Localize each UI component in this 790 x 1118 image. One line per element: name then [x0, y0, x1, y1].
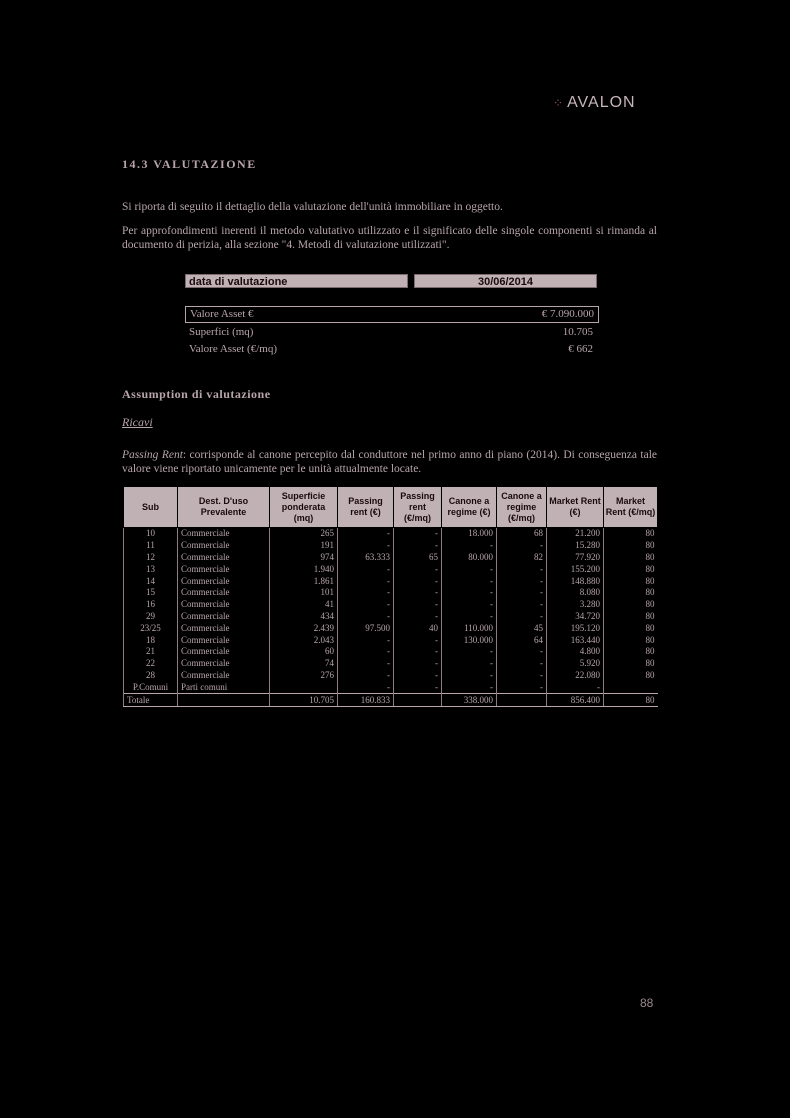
table-cell: 80 [604, 658, 658, 670]
table-cell: 41 [270, 599, 338, 611]
table-cell: 265 [270, 528, 338, 540]
table-cell: 45 [497, 622, 547, 634]
table-cell: - [338, 634, 394, 646]
table-cell: 80.000 [442, 552, 497, 564]
table-cell: 974 [270, 552, 338, 564]
table-cell: - [338, 611, 394, 623]
total-cell [394, 694, 442, 707]
table-row [124, 611, 658, 623]
table-cell: Commerciale [178, 611, 270, 623]
table-row [124, 670, 658, 682]
table-cell: Commerciale [178, 540, 270, 552]
total-cell: 338.000 [442, 694, 497, 707]
table-cell: 80 [604, 646, 658, 658]
table-cell: 80 [604, 552, 658, 564]
table-cell: - [394, 646, 442, 658]
table-cell: - [338, 528, 394, 540]
table-cell: 63.333 [338, 552, 394, 564]
table-cell: Commerciale [178, 634, 270, 646]
intro-paragraph-2: Per approfondimenti inerenti il metodo valutativo utilizzato e il significato delle singole componenti si rimanda al documento di perizia, alla sezione "4. Metodi di valutazione utilizzati". [122, 225, 657, 251]
table-cell: 80 [604, 575, 658, 587]
col-header-market-rent-mq: Market Rent (€/mq) [604, 487, 658, 528]
table-cell: 2.439 [270, 622, 338, 634]
table-cell: 148.880 [547, 575, 604, 587]
total-cell: 10.705 [270, 694, 338, 707]
table-cell: 68 [497, 528, 547, 540]
table-cell: 80 [604, 563, 658, 575]
table-cell: - [338, 563, 394, 575]
table-cell: - [497, 670, 547, 682]
table-cell: Parti comuni [178, 681, 270, 693]
table-cell: 80 [604, 634, 658, 646]
table-cell: - [394, 681, 442, 693]
table-row [124, 528, 658, 540]
table-cell: - [338, 658, 394, 670]
col-header-passing-rent: Passing rent (€) [338, 487, 394, 528]
table-total-row [124, 694, 658, 707]
table-cell: Commerciale [178, 575, 270, 587]
table-cell: - [497, 540, 547, 552]
table-cell: 163.440 [547, 634, 604, 646]
table-cell: 80 [604, 540, 658, 552]
table-cell: - [442, 646, 497, 658]
table-cell: Commerciale [178, 658, 270, 670]
section-title: 14.3 VALUTAZIONE [122, 157, 257, 171]
valuation-date-bar [185, 274, 597, 288]
table-cell: - [497, 658, 547, 670]
table-cell: 80 [604, 611, 658, 623]
table-cell: 101 [270, 587, 338, 599]
ricavi-title: Ricavi [122, 415, 153, 429]
table-cell: 80 [604, 528, 658, 540]
passing-rent-term: Passing Rent [122, 449, 183, 461]
table-cell: Commerciale [178, 528, 270, 540]
table-cell: 11 [124, 540, 178, 552]
table-cell: 22 [124, 658, 178, 670]
table-cell: 80 [604, 622, 658, 634]
table-row [124, 587, 658, 599]
table-cell: 34.720 [547, 611, 604, 623]
table-cell: 110.000 [442, 622, 497, 634]
table-cell: - [442, 670, 497, 682]
table-cell: 80 [604, 599, 658, 611]
table-cell: 155.200 [547, 563, 604, 575]
table-cell: 13 [124, 563, 178, 575]
logo-text: AVALON [567, 94, 636, 111]
table-cell: 22.080 [547, 670, 604, 682]
table-row [124, 681, 658, 693]
total-cell [178, 694, 270, 707]
total-cell: 80 [604, 694, 658, 707]
valuation-row-label: Valore Asset (€/mq) [189, 343, 277, 355]
table-cell: Commerciale [178, 599, 270, 611]
passing-rent-text: : corrisponde al canone percepito dal conduttore nel primo anno di piano (2014). Di conseguenza tale valore viene riportato unicamente per le unità attualmente locate. [122, 449, 657, 475]
table-cell: 12 [124, 552, 178, 564]
table-cell: 40 [394, 622, 442, 634]
table-row [124, 634, 658, 646]
col-header-market-rent: Market Rent (€) [547, 487, 604, 528]
total-cell: 160.833 [338, 694, 394, 707]
table-cell: - [497, 681, 547, 693]
table-cell: - [497, 575, 547, 587]
table-cell: - [394, 658, 442, 670]
table-cell: - [497, 646, 547, 658]
total-cell [497, 694, 547, 707]
table-row [124, 552, 658, 564]
table-cell: 15 [124, 587, 178, 599]
table-cell: 5.920 [547, 658, 604, 670]
table-row [124, 599, 658, 611]
table-cell: - [338, 599, 394, 611]
table-cell: 14 [124, 575, 178, 587]
table-cell: 74 [270, 658, 338, 670]
table-cell: - [442, 681, 497, 693]
table-cell: P.Comuni [124, 681, 178, 693]
table-cell: 2.043 [270, 634, 338, 646]
table-cell: Commerciale [178, 587, 270, 599]
table-cell: 434 [270, 611, 338, 623]
table-cell: - [338, 670, 394, 682]
col-header-canone-mq: Canone a regime (€/mq) [497, 487, 547, 528]
valuation-row [185, 325, 597, 340]
table-cell: Commerciale [178, 552, 270, 564]
table-cell: 65 [394, 552, 442, 564]
valuation-row [185, 342, 597, 357]
table-row [124, 658, 658, 670]
table-cell: - [338, 540, 394, 552]
table-row [124, 563, 658, 575]
table-cell: Commerciale [178, 646, 270, 658]
table-row [124, 646, 658, 658]
col-header-passing-rent-mq: Passing rent (€/mq) [394, 487, 442, 528]
intro-paragraph-1: Si riporta di seguito il dettaglio della valutazione dell'unità immobiliare in oggetto. [122, 201, 503, 213]
avalon-logo [553, 94, 636, 112]
table-cell: Commerciale [178, 670, 270, 682]
table-cell: - [497, 587, 547, 599]
table-cell: - [338, 646, 394, 658]
table-cell: - [394, 540, 442, 552]
table-cell: - [442, 563, 497, 575]
table-cell: 97.500 [338, 622, 394, 634]
table-cell: 130.000 [442, 634, 497, 646]
table-row [124, 540, 658, 552]
table-cell: 29 [124, 611, 178, 623]
table-cell: - [442, 599, 497, 611]
table-cell: 195.120 [547, 622, 604, 634]
rent-table [123, 486, 658, 707]
valuation-row-value: € 7.090.000 [541, 308, 594, 320]
table-cell: - [394, 587, 442, 599]
total-cell: Totale [124, 694, 178, 707]
table-cell: 3.280 [547, 599, 604, 611]
table-cell: - [394, 670, 442, 682]
table-cell: - [394, 528, 442, 540]
table-cell: 191 [270, 540, 338, 552]
col-header-sub: Sub [124, 487, 178, 528]
valuation-date-label: data di valutazione [185, 274, 408, 288]
table-cell [604, 681, 658, 693]
table-row [124, 575, 658, 587]
table-cell: 21 [124, 646, 178, 658]
table-cell [270, 681, 338, 693]
table-cell: 23/25 [124, 622, 178, 634]
table-cell: - [394, 634, 442, 646]
table-cell: 4.800 [547, 646, 604, 658]
table-cell: - [338, 587, 394, 599]
table-cell: 16 [124, 599, 178, 611]
table-cell: 1.861 [270, 575, 338, 587]
assumptions-title: Assumption di valutazione [122, 387, 271, 401]
table-header-row [124, 487, 658, 528]
table-cell: - [547, 681, 604, 693]
table-cell: - [497, 599, 547, 611]
table-cell: Commerciale [178, 563, 270, 575]
table-cell: 64 [497, 634, 547, 646]
table-row [124, 622, 658, 634]
table-cell: - [442, 658, 497, 670]
table-cell: 82 [497, 552, 547, 564]
table-cell: 15.280 [547, 540, 604, 552]
table-cell: - [442, 540, 497, 552]
table-cell: - [442, 611, 497, 623]
passing-rent-paragraph [122, 448, 657, 476]
table-cell: 28 [124, 670, 178, 682]
valuation-row-value: 10.705 [562, 326, 593, 338]
page-number: 88 [640, 996, 654, 1010]
table-cell: - [394, 563, 442, 575]
table-cell: - [394, 599, 442, 611]
table-cell: 21.200 [547, 528, 604, 540]
table-cell: 1.940 [270, 563, 338, 575]
valuation-row-value: € 662 [568, 343, 593, 355]
logo-mark-icon: ⁘ [553, 96, 565, 110]
col-header-canone: Canone a regime (€) [442, 487, 497, 528]
col-header-superficie: Superficie ponderata (mq) [270, 487, 338, 528]
table-cell: - [497, 563, 547, 575]
table-cell: 18 [124, 634, 178, 646]
table-cell: - [394, 611, 442, 623]
table-cell: 80 [604, 587, 658, 599]
table-cell: Commerciale [178, 622, 270, 634]
table-cell: 60 [270, 646, 338, 658]
table-cell: - [497, 611, 547, 623]
table-cell: 77.920 [547, 552, 604, 564]
table-cell: - [338, 681, 394, 693]
table-cell: 10 [124, 528, 178, 540]
valuation-row [185, 306, 599, 323]
table-cell: - [394, 575, 442, 587]
table-cell: 18.000 [442, 528, 497, 540]
table-cell: 80 [604, 670, 658, 682]
table-cell: - [442, 575, 497, 587]
table-cell: 276 [270, 670, 338, 682]
valuation-row-label: Valore Asset € [190, 308, 254, 320]
valuation-date-value: 30/06/2014 [414, 274, 597, 288]
table-cell: - [338, 575, 394, 587]
col-header-dest: Dest. D'uso Prevalente [178, 487, 270, 528]
table-cell: 8.080 [547, 587, 604, 599]
valuation-row-label: Superfici (mq) [189, 326, 254, 338]
total-cell: 856.400 [547, 694, 604, 707]
table-cell: - [442, 587, 497, 599]
